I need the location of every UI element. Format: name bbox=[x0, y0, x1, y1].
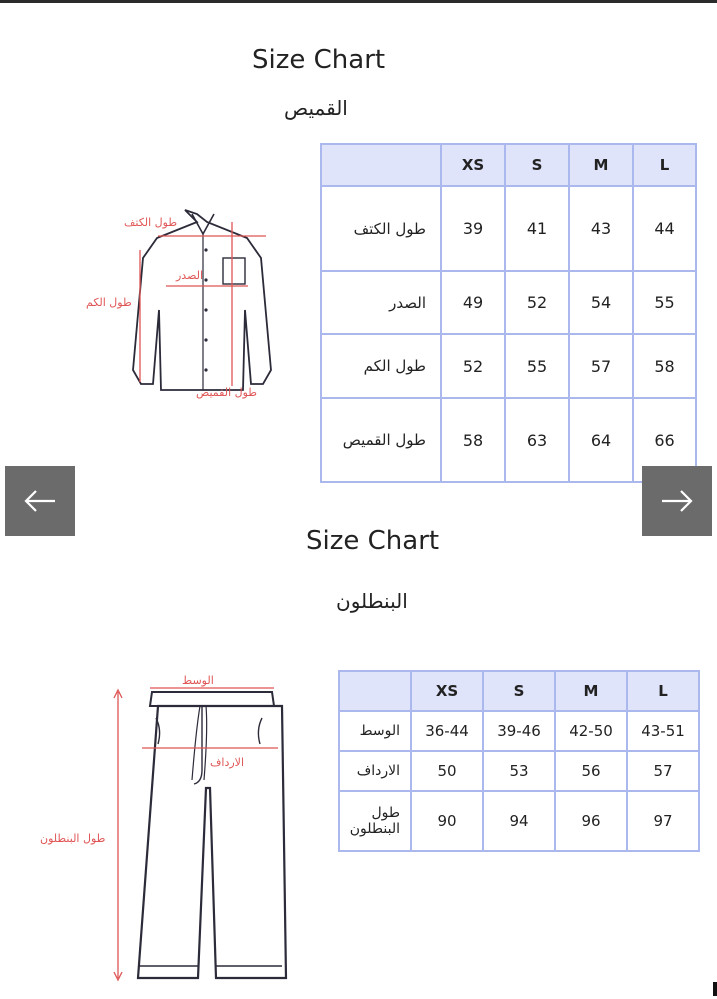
row-label: طول الكتف bbox=[321, 186, 441, 271]
table-cell: 50 bbox=[411, 751, 483, 791]
header-l: L bbox=[633, 144, 696, 186]
arrow-right-icon bbox=[659, 489, 695, 513]
top-border bbox=[0, 0, 717, 3]
header-s: S bbox=[505, 144, 569, 186]
table-cell: 63 bbox=[505, 398, 569, 482]
table-cell: 57 bbox=[627, 751, 699, 791]
shirt-illustration bbox=[80, 200, 290, 410]
table-cell: 90 bbox=[411, 791, 483, 851]
header-s: S bbox=[483, 671, 555, 711]
table-row bbox=[321, 186, 696, 271]
header-blank-cell bbox=[321, 144, 441, 186]
table-cell: 57 bbox=[569, 334, 633, 398]
table-row bbox=[339, 791, 699, 851]
table-cell: 58 bbox=[441, 398, 505, 482]
table-cell: 39-46 bbox=[483, 711, 555, 751]
table-cell: 66 bbox=[633, 398, 696, 482]
prev-button[interactable] bbox=[5, 466, 75, 536]
table-cell: 36-44 bbox=[411, 711, 483, 751]
table-row bbox=[339, 711, 699, 751]
header-xs: XS bbox=[441, 144, 505, 186]
header-xs: XS bbox=[411, 671, 483, 711]
table-cell: 56 bbox=[555, 751, 627, 791]
row-label: الارداف bbox=[339, 751, 411, 791]
table-header-row bbox=[321, 144, 696, 186]
table-cell: 94 bbox=[483, 791, 555, 851]
table-cell: 39 bbox=[441, 186, 505, 271]
header-l: L bbox=[627, 671, 699, 711]
table-cell: 52 bbox=[505, 271, 569, 334]
edge-marker bbox=[713, 982, 717, 996]
header-blank-cell bbox=[339, 671, 411, 711]
header-m: M bbox=[555, 671, 627, 711]
table-cell: 58 bbox=[633, 334, 696, 398]
table-row bbox=[321, 334, 696, 398]
table-cell: 55 bbox=[505, 334, 569, 398]
header-m: M bbox=[569, 144, 633, 186]
table-cell: 42-50 bbox=[555, 711, 627, 751]
pants-size-table bbox=[338, 670, 700, 852]
table-header-row bbox=[339, 671, 699, 711]
table-cell: 64 bbox=[569, 398, 633, 482]
row-label: الوسط bbox=[339, 711, 411, 751]
shirt-chart-title: Size Chart bbox=[252, 45, 386, 75]
hips-label: الارداف bbox=[210, 756, 244, 769]
table-cell: 52 bbox=[441, 334, 505, 398]
pants-chart-title: Size Chart bbox=[306, 526, 440, 556]
table-cell: 54 bbox=[569, 271, 633, 334]
pants-length-label: طول البنطلون bbox=[40, 832, 106, 845]
table-cell: 49 bbox=[441, 271, 505, 334]
chest-label: الصدر bbox=[176, 269, 204, 282]
sleeve-label: طول الكم bbox=[86, 296, 132, 309]
table-cell: 53 bbox=[483, 751, 555, 791]
pants-illustration bbox=[30, 670, 300, 990]
table-cell: 44 bbox=[633, 186, 696, 271]
table-cell: 55 bbox=[633, 271, 696, 334]
table-cell: 96 bbox=[555, 791, 627, 851]
row-label: طول الكم bbox=[321, 334, 441, 398]
row-label: طول القميص bbox=[321, 398, 441, 482]
next-button[interactable] bbox=[642, 466, 712, 536]
table-row bbox=[339, 751, 699, 791]
row-label: طول البنطلون bbox=[339, 791, 411, 851]
pants-subtitle: البنطلون bbox=[336, 589, 408, 613]
shirt-subtitle: القميص bbox=[284, 96, 348, 120]
shirt-length-label: طول القميص bbox=[196, 386, 258, 399]
waist-label: الوسط bbox=[182, 674, 214, 687]
table-row bbox=[321, 398, 696, 482]
table-cell: 41 bbox=[505, 186, 569, 271]
table-cell: 97 bbox=[627, 791, 699, 851]
shoulder-label: طول الكتف bbox=[124, 216, 178, 229]
table-cell: 43-51 bbox=[627, 711, 699, 751]
arrow-left-icon bbox=[22, 489, 58, 513]
table-row bbox=[321, 271, 696, 334]
table-cell: 43 bbox=[569, 186, 633, 271]
row-label: الصدر bbox=[321, 271, 441, 334]
shirt-size-table bbox=[320, 143, 697, 483]
